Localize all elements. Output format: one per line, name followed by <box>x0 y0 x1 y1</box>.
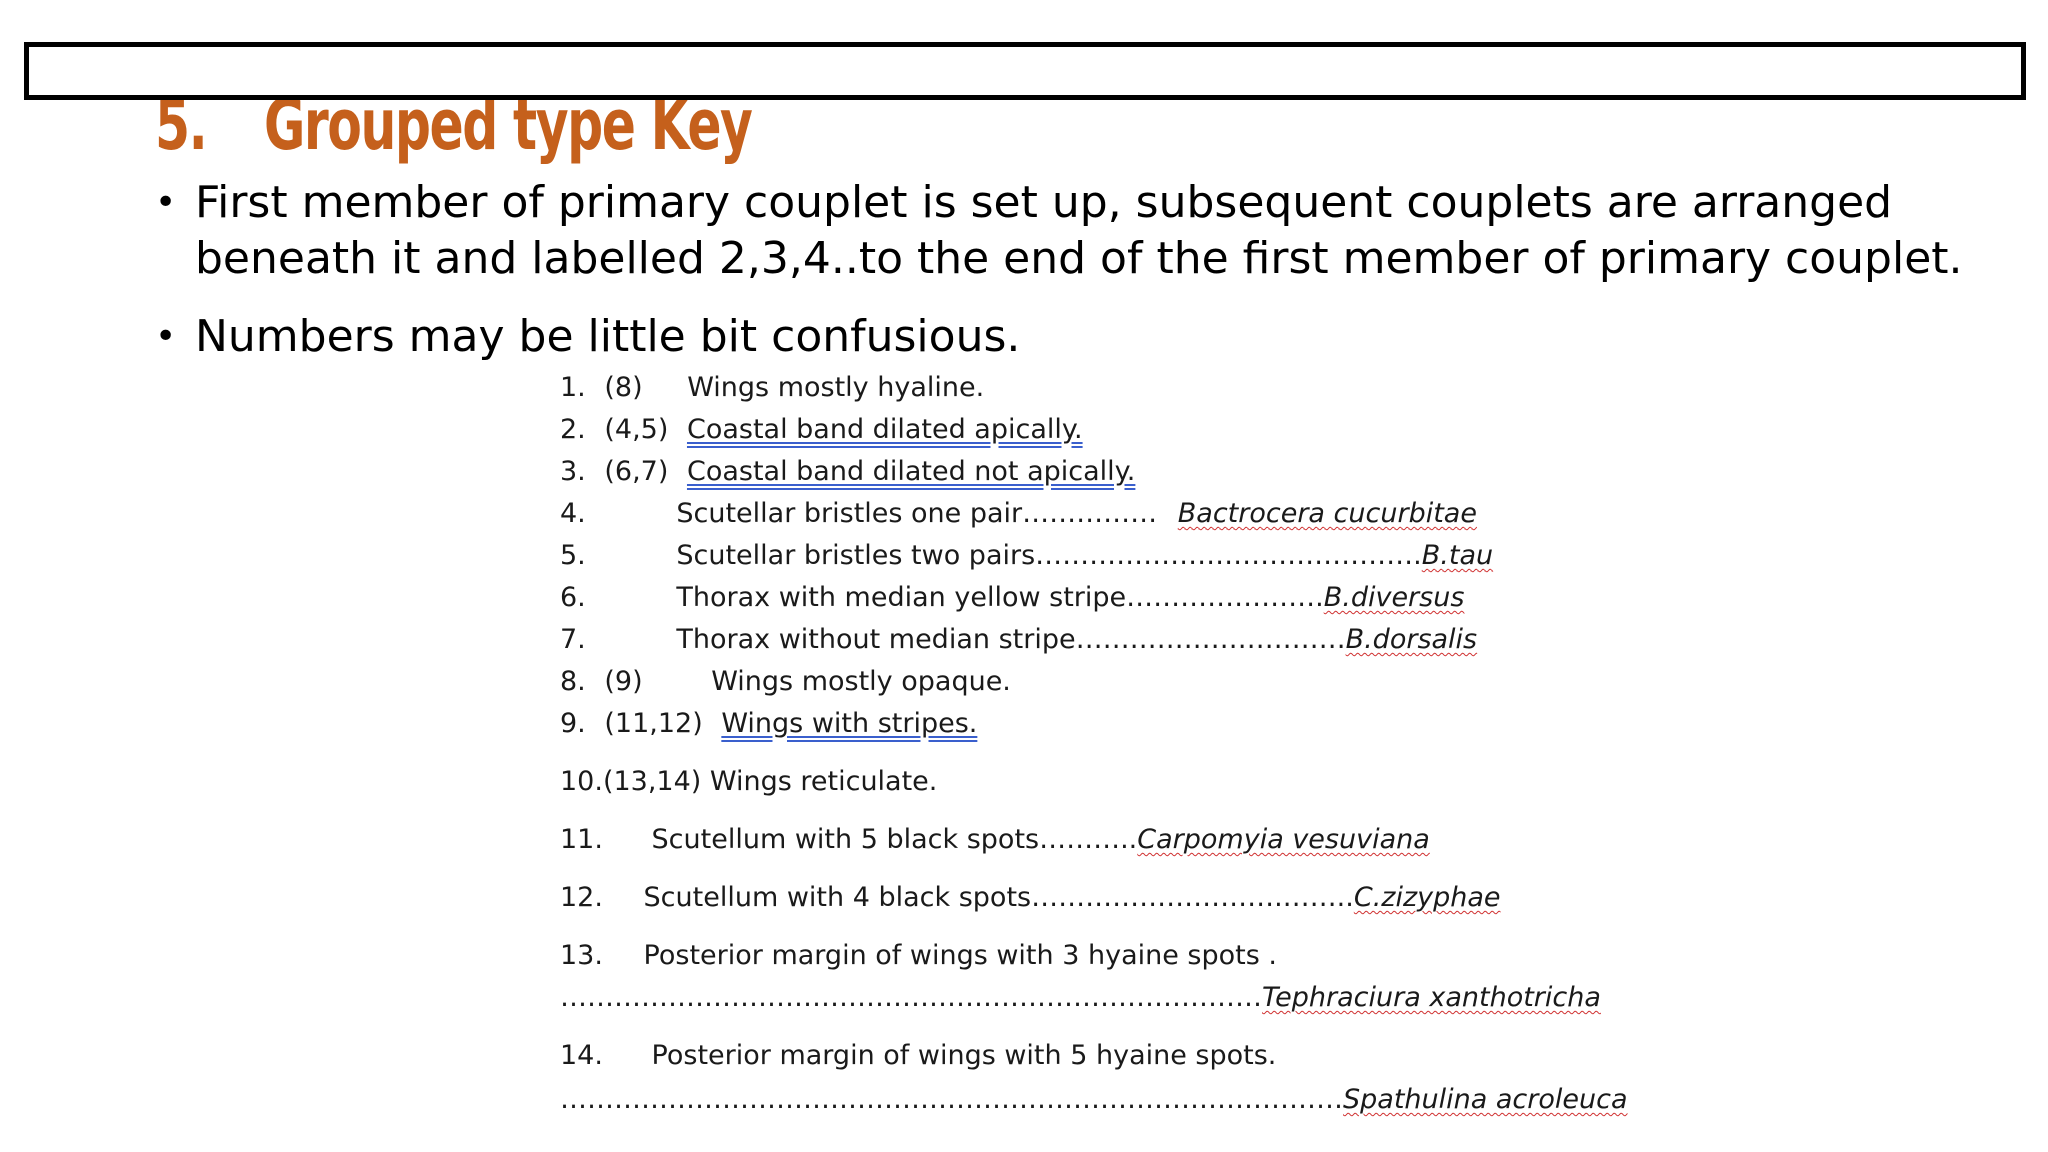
key-line-7 <box>560 622 1477 658</box>
key-text: Posterior margin of wings with 5 hyaine spots. <box>651 1040 1277 1071</box>
key-line-14 <box>560 1038 1276 1074</box>
key-taxon: Bactrocera cucurbitae <box>1177 498 1477 529</box>
key-ref: (4,5) <box>604 414 669 445</box>
key-line-11 <box>560 822 1430 858</box>
key-number: 4. <box>560 498 586 529</box>
key-taxon: Carpomyia vesuviana <box>1137 824 1430 855</box>
key-ref: (6,7) <box>604 456 669 487</box>
key-text: Posterior margin of wings with 3 hyaine spots . <box>643 940 1277 971</box>
key-number: 8. <box>560 666 586 697</box>
key-text: Coastal band dilated not apically. <box>686 456 1136 487</box>
bullet-dot: • <box>155 182 177 223</box>
key-number: 2. <box>560 414 586 445</box>
key-text: Scutellum with 4 black spots……………………….…….. <box>643 882 1354 913</box>
key-ref: (9) <box>604 666 643 697</box>
bullet-text: Numbers may be little bit confusious. <box>195 311 1021 362</box>
key-line-10 <box>560 764 937 800</box>
bullet-dot: • <box>155 316 177 357</box>
key-text: Scutellar bristles one pair…………… <box>676 498 1158 529</box>
key-line-4 <box>560 496 1477 532</box>
key-number: 1. <box>560 372 586 403</box>
key-ref: (8) <box>604 372 643 403</box>
key-text: Thorax without median stripe………………………… <box>676 624 1346 655</box>
key-number: 5. <box>560 540 586 571</box>
key-line-9 <box>560 706 977 742</box>
key-text: …………………………………………………………………… <box>560 982 1262 1013</box>
key-line-3 <box>560 454 1135 490</box>
key-taxon: C.zizyphae <box>1353 882 1501 913</box>
bullet-list <box>155 175 1975 387</box>
key-text: 10.(13,14) Wings reticulate. <box>560 766 938 797</box>
key-text: Wings mostly opaque. <box>711 666 1011 697</box>
key-taxon: B.tau <box>1421 540 1494 571</box>
key-number: 3. <box>560 456 586 487</box>
key-number: 14. <box>560 1040 603 1071</box>
key-line-5 <box>560 538 1493 574</box>
title-number: 5. <box>155 84 207 166</box>
key-text: Coastal band dilated apically. <box>686 414 1083 445</box>
key-line-8 <box>560 664 1011 700</box>
key-number: 12. <box>560 882 603 913</box>
key-number: 7. <box>560 624 586 655</box>
key-line-2 <box>560 412 1083 448</box>
key-number: 6. <box>560 582 586 613</box>
key-text: Wings with stripes. <box>721 708 978 739</box>
key-number: 11. <box>560 824 603 855</box>
bullet-item <box>155 309 1975 365</box>
key-text: Wings mostly hyaline. <box>687 372 985 403</box>
key-text: Scutellum with 5 black spots……….. <box>651 824 1138 855</box>
key-number: 13. <box>560 940 603 971</box>
key-line-12 <box>560 880 1501 916</box>
key-taxon: B.diversus <box>1323 582 1465 613</box>
key-line-13 <box>560 938 1277 974</box>
key-line-14-continued <box>560 1082 1628 1118</box>
bullet-text: First member of primary couplet is set up, subsequent couplets are arranged beneath it and labelled 2,3,4..to the end of the first member of primary couplet. <box>195 177 1963 284</box>
key-line-6 <box>560 580 1464 616</box>
title-frame <box>24 42 2026 100</box>
key-taxon: B.dorsalis <box>1345 624 1478 655</box>
bullet-item <box>155 175 1975 287</box>
title-text: Grouped type Key <box>263 84 752 166</box>
key-text: Thorax with median yellow stripe…………………. <box>676 582 1324 613</box>
key-ref: (11,12) <box>604 708 703 739</box>
key-line-13-continued <box>560 980 1601 1016</box>
key-text: Scutellar bristles two pairs……………………………………. <box>676 540 1422 571</box>
key-number: 9. <box>560 708 586 739</box>
key-taxon: Spathulina acroleuca <box>1343 1084 1628 1115</box>
key-taxon: Tephraciura xanthotricha <box>1262 982 1601 1013</box>
key-text: …………………………………………………………………………… <box>560 1084 1343 1115</box>
key-line-1 <box>560 370 984 406</box>
